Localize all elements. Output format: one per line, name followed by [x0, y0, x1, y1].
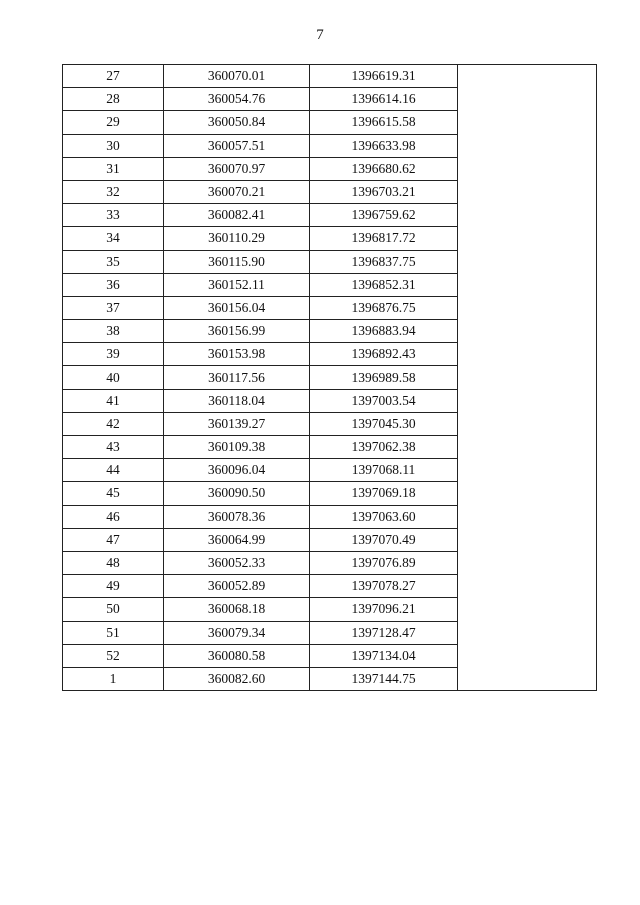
point-number-cell: 30	[63, 134, 164, 157]
point-number-cell: 49	[63, 575, 164, 598]
x-coordinate-cell: 360156.04	[164, 296, 310, 319]
x-coordinate-cell: 360052.89	[164, 575, 310, 598]
point-number-cell: 27	[63, 65, 164, 88]
y-coordinate-cell: 1397062.38	[310, 436, 458, 459]
point-number-cell: 37	[63, 296, 164, 319]
point-number-cell: 28	[63, 88, 164, 111]
y-coordinate-cell: 1396759.62	[310, 204, 458, 227]
point-number-cell: 39	[63, 343, 164, 366]
point-number-cell: 40	[63, 366, 164, 389]
x-coordinate-cell: 360070.01	[164, 65, 310, 88]
y-coordinate-cell: 1396989.58	[310, 366, 458, 389]
x-coordinate-cell: 360115.90	[164, 250, 310, 273]
point-number-cell: 31	[63, 157, 164, 180]
point-number-cell: 29	[63, 111, 164, 134]
point-number-cell: 52	[63, 644, 164, 667]
y-coordinate-cell: 1397076.89	[310, 551, 458, 574]
y-coordinate-cell: 1396817.72	[310, 227, 458, 250]
x-coordinate-cell: 360153.98	[164, 343, 310, 366]
x-coordinate-cell: 360064.99	[164, 528, 310, 551]
x-coordinate-cell: 360070.97	[164, 157, 310, 180]
x-coordinate-cell: 360117.56	[164, 366, 310, 389]
x-coordinate-cell: 360156.99	[164, 320, 310, 343]
y-coordinate-cell: 1397045.30	[310, 412, 458, 435]
point-number-cell: 46	[63, 505, 164, 528]
y-coordinate-cell: 1397144.75	[310, 667, 458, 690]
point-number-cell: 1	[63, 667, 164, 690]
y-coordinate-cell: 1396619.31	[310, 65, 458, 88]
merged-empty-cell	[458, 65, 597, 691]
table-row	[63, 65, 597, 88]
point-number-cell: 36	[63, 273, 164, 296]
y-coordinate-cell: 1396615.58	[310, 111, 458, 134]
x-coordinate-cell: 360082.41	[164, 204, 310, 227]
x-coordinate-cell: 360078.36	[164, 505, 310, 528]
x-coordinate-cell: 360054.76	[164, 88, 310, 111]
y-coordinate-cell: 1397069.18	[310, 482, 458, 505]
y-coordinate-cell: 1396892.43	[310, 343, 458, 366]
y-coordinate-cell: 1396614.16	[310, 88, 458, 111]
y-coordinate-cell: 1396852.31	[310, 273, 458, 296]
point-number-cell: 41	[63, 389, 164, 412]
y-coordinate-cell: 1397063.60	[310, 505, 458, 528]
point-number-cell: 43	[63, 436, 164, 459]
page-number: 7	[316, 27, 324, 43]
y-coordinate-cell: 1397003.54	[310, 389, 458, 412]
x-coordinate-cell: 360052.33	[164, 551, 310, 574]
x-coordinate-cell: 360110.29	[164, 227, 310, 250]
point-number-cell: 48	[63, 551, 164, 574]
y-coordinate-cell: 1396680.62	[310, 157, 458, 180]
point-number-cell: 47	[63, 528, 164, 551]
x-coordinate-cell: 360118.04	[164, 389, 310, 412]
point-number-cell: 32	[63, 180, 164, 203]
point-number-cell: 50	[63, 598, 164, 621]
point-number-cell: 38	[63, 320, 164, 343]
x-coordinate-cell: 360082.60	[164, 667, 310, 690]
x-coordinate-cell: 360050.84	[164, 111, 310, 134]
y-coordinate-cell: 1397096.21	[310, 598, 458, 621]
x-coordinate-cell: 360096.04	[164, 459, 310, 482]
y-coordinate-cell: 1397078.27	[310, 575, 458, 598]
x-coordinate-cell: 360152.11	[164, 273, 310, 296]
x-coordinate-cell: 360070.21	[164, 180, 310, 203]
y-coordinate-cell: 1397134.04	[310, 644, 458, 667]
point-number-cell: 35	[63, 250, 164, 273]
y-coordinate-cell: 1397128.47	[310, 621, 458, 644]
y-coordinate-cell: 1396876.75	[310, 296, 458, 319]
x-coordinate-cell: 360090.50	[164, 482, 310, 505]
x-coordinate-cell: 360057.51	[164, 134, 310, 157]
x-coordinate-cell: 360109.38	[164, 436, 310, 459]
y-coordinate-cell: 1396633.98	[310, 134, 458, 157]
point-number-cell: 33	[63, 204, 164, 227]
y-coordinate-cell: 1396703.21	[310, 180, 458, 203]
x-coordinate-cell: 360068.18	[164, 598, 310, 621]
x-coordinate-cell: 360139.27	[164, 412, 310, 435]
point-number-cell: 42	[63, 412, 164, 435]
x-coordinate-cell: 360079.34	[164, 621, 310, 644]
y-coordinate-cell: 1397068.11	[310, 459, 458, 482]
point-number-cell: 45	[63, 482, 164, 505]
coordinates-table	[62, 64, 597, 691]
point-number-cell: 44	[63, 459, 164, 482]
point-number-cell: 51	[63, 621, 164, 644]
y-coordinate-cell: 1396837.75	[310, 250, 458, 273]
x-coordinate-cell: 360080.58	[164, 644, 310, 667]
coordinates-table-body	[63, 65, 597, 691]
point-number-cell: 34	[63, 227, 164, 250]
y-coordinate-cell: 1396883.94	[310, 320, 458, 343]
y-coordinate-cell: 1397070.49	[310, 528, 458, 551]
